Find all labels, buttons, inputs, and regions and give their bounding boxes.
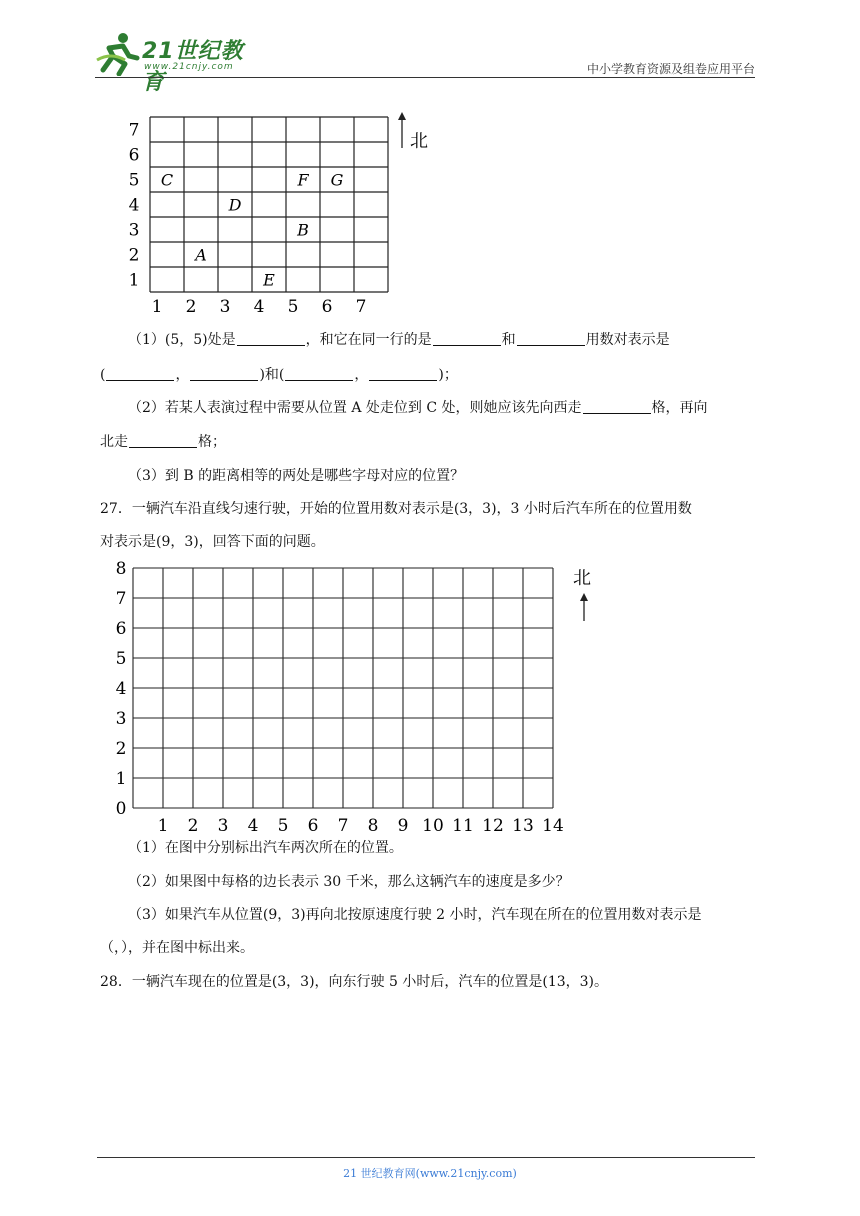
point-label-b: B: [297, 220, 309, 240]
answer-blank[interactable]: [369, 365, 437, 381]
y-tick-label: 5: [115, 649, 127, 669]
point-label-g: G: [330, 170, 344, 190]
q27-line1: 27．一辆汽车沿直线匀速行驶，开始的位置用数对表示是(3，3)，3 小时后汽车所在的位置用数: [100, 501, 692, 517]
point-label-d: D: [228, 195, 242, 215]
y-tick-label: 6: [128, 145, 140, 166]
answer-blank[interactable]: [237, 330, 305, 346]
answer-blank[interactable]: [285, 365, 353, 381]
q27-sub2: （2）如果图中每格的边长表示 30 千米，那么这辆汽车的速度是多少？: [128, 874, 570, 890]
y-tick-label: 3: [128, 220, 140, 241]
y-tick-label: 8: [115, 559, 127, 579]
runner-icon: [95, 30, 141, 76]
x-tick-label: 14: [542, 816, 564, 836]
x-tick-label: 5: [277, 816, 289, 836]
point-label-e: E: [263, 270, 275, 290]
x-tick-label: 2: [185, 297, 197, 315]
header-platform-title: 中小学教育资源及组卷应用平台: [586, 62, 755, 76]
x-tick-label: 13: [512, 816, 534, 836]
q27-sub1: （1）在图中分别标出汽车两次所在的位置。: [128, 840, 403, 856]
y-tick-label: 1: [128, 270, 140, 291]
coordinate-grid-1: [120, 100, 450, 315]
north-label: 北: [573, 568, 591, 589]
north-arrowhead-icon: [398, 112, 406, 120]
point-label-a: A: [195, 245, 207, 265]
x-tick-label: 7: [355, 297, 367, 315]
y-tick-label: 4: [128, 195, 140, 216]
y-tick-label: 7: [128, 120, 140, 141]
q27-sub3-line1: （3）如果汽车从位置(9，3)再向北按原速度行驶 2 小时，汽车现在所在的位置用数对表示是: [128, 907, 702, 923]
page-header: [95, 30, 755, 95]
y-tick-label: 7: [115, 589, 127, 609]
answer-blank[interactable]: [433, 330, 501, 346]
x-tick-label: 9: [397, 816, 409, 836]
logo-url: www.21cnjy.com: [144, 62, 234, 72]
q26-part2-line2: 北走 格；: [100, 434, 226, 450]
answer-blank[interactable]: [129, 432, 197, 448]
point-label-f: F: [297, 170, 309, 190]
q26-part3: （3）到 B 的距离相等的两处是哪些字母对应的位置？: [128, 468, 465, 484]
answer-blank[interactable]: [190, 365, 258, 381]
footer-divider: [97, 1157, 755, 1158]
x-tick-label: 6: [307, 816, 319, 836]
y-tick-label: 1: [115, 769, 127, 789]
x-tick-label: 2: [187, 816, 199, 836]
answer-blank[interactable]: [583, 398, 651, 414]
y-tick-label: 0: [115, 799, 127, 819]
header-divider: [95, 77, 755, 78]
x-tick-label: 5: [287, 297, 299, 315]
x-tick-label: 3: [219, 297, 231, 315]
y-tick-label: 4: [115, 679, 127, 699]
coordinate-grid-2: [105, 555, 595, 840]
q26-part1-line2: ( ， )和( ， )；: [100, 367, 458, 383]
y-tick-label: 2: [128, 245, 140, 266]
x-tick-label: 4: [247, 816, 259, 836]
x-tick-label: 3: [217, 816, 229, 836]
north-label: 北: [410, 131, 428, 152]
x-tick-label: 6: [321, 297, 333, 315]
answer-blank[interactable]: [106, 365, 174, 381]
site-logo[interactable]: [95, 30, 265, 95]
y-tick-label: 3: [115, 709, 127, 729]
q28-line1: 28．一辆汽车现在的位置是(3，3)，向东行驶 5 小时后，汽车的位置是(13，3)。: [100, 974, 609, 990]
point-label-c: C: [160, 170, 174, 190]
x-tick-label: 1: [157, 816, 169, 836]
x-tick-label: 11: [452, 816, 474, 836]
answer-blank[interactable]: [517, 330, 585, 346]
q26-part1-line1: （1）(5，5)处是 ，和它在同一行的是 和 用数对表示是: [128, 332, 670, 348]
x-tick-label: 8: [367, 816, 379, 836]
y-tick-label: 2: [115, 739, 127, 759]
x-tick-label: 10: [422, 816, 444, 836]
x-tick-label: 4: [253, 297, 265, 315]
footer-text[interactable]: 21 世纪教育网(www.21cnjy.com): [343, 1167, 517, 1180]
q27-line2: 对表示是(9，3)，回答下面的问题。: [100, 534, 325, 550]
q26-part2-line1: （2）若某人表演过程中需要从位置 A 处走位到 C 处，则她应该先向西走 格，再向: [128, 400, 708, 416]
x-tick-label: 1: [151, 297, 163, 315]
x-tick-label: 12: [482, 816, 504, 836]
north-arrowhead-icon: [580, 593, 588, 601]
x-tick-label: 7: [337, 816, 349, 836]
y-tick-label: 6: [115, 619, 127, 639]
q27-sub3-line2: （，），并在图中标出来。: [100, 940, 254, 956]
logo-text: 21世纪教育: [142, 39, 244, 95]
y-tick-label: 5: [128, 170, 140, 191]
